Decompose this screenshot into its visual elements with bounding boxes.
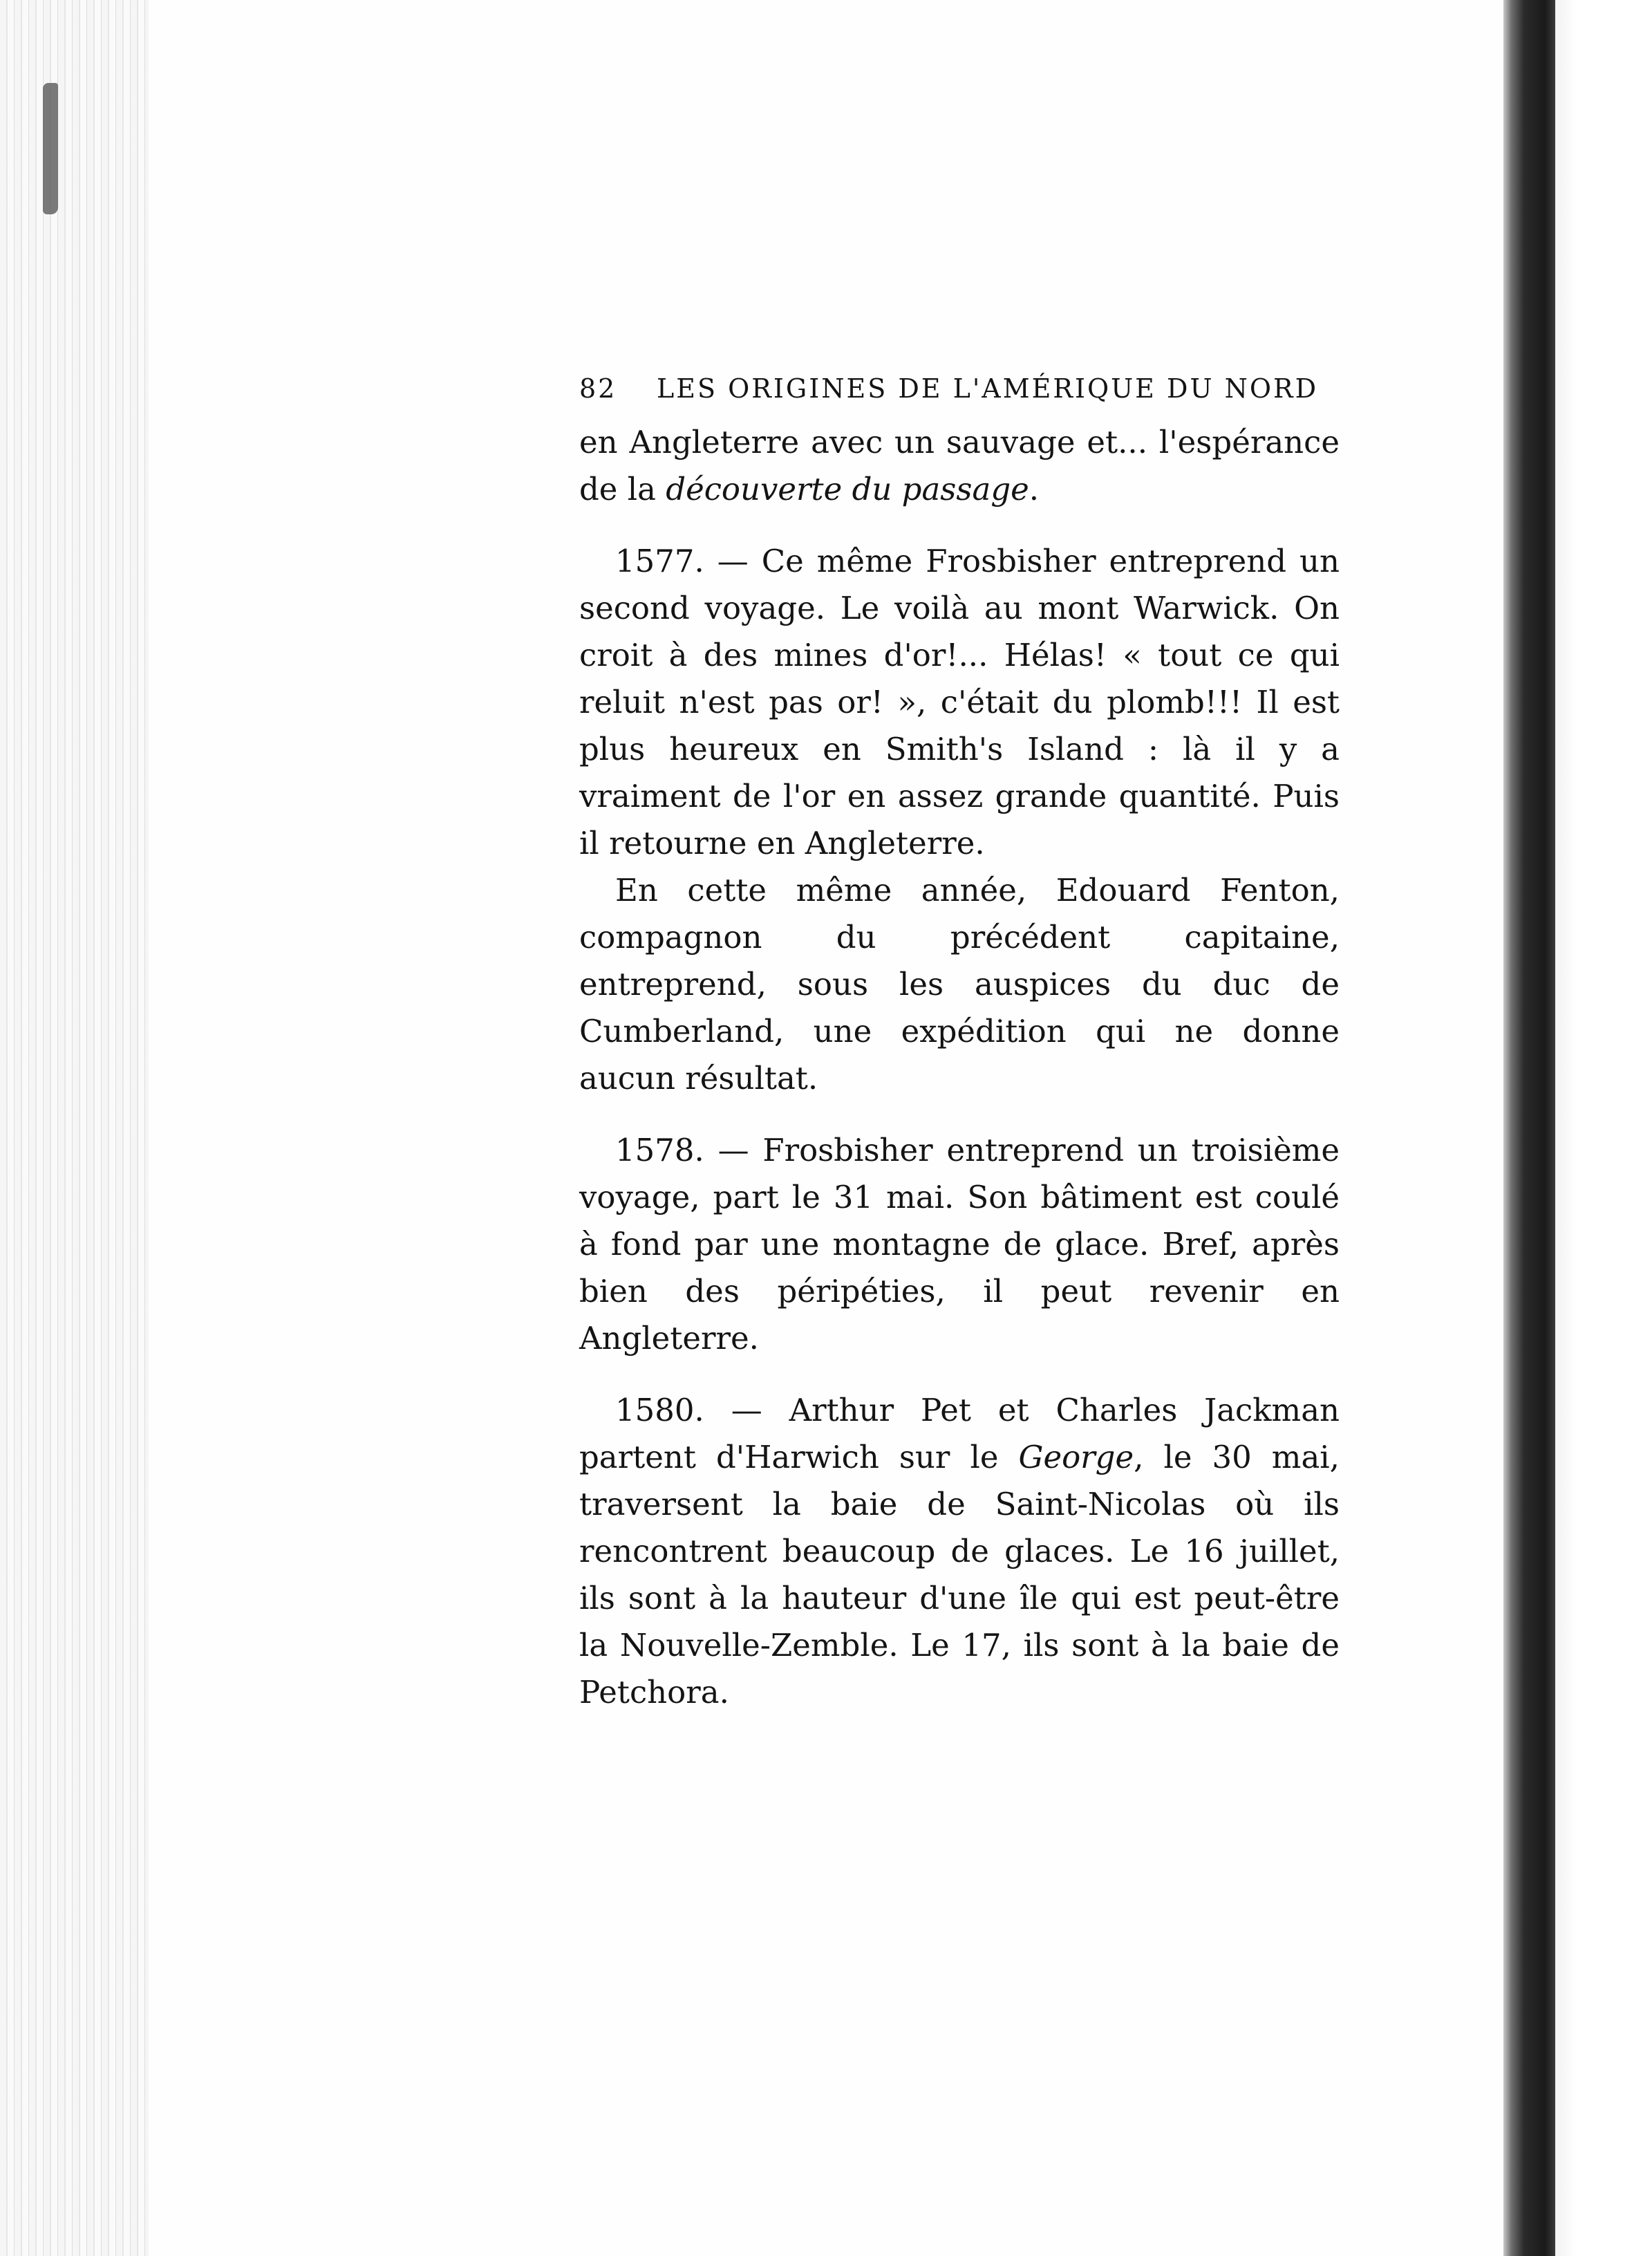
book-spine-shadow (1503, 0, 1555, 2256)
text-block (579, 373, 1340, 1716)
gutter-ink-mark (43, 83, 58, 214)
running-head (579, 373, 1340, 404)
paragraph-1578: 1578. — Frosbisher entreprend un troisième voyage, part le 31 mai. Son bâtiment est coulé à fond par une montagne de glace. Bref, après bien des péripéties, il peut revenir en Angleterre. (579, 1132, 1340, 1357)
italic-phrase: découverte du passage (666, 471, 1029, 507)
running-title: LES ORIGINES DE L'AMÉRIQUE DU NORD (657, 373, 1319, 404)
paragraph-text: , le 30 mai, traversent la baie de Saint-Nicolas où ils rencontrent beaucoup de glaces. Le 16 juillet, ils sont à la hauteur d'une île qui est peut-être la Nouvelle-Zemble. Le 17, ils sont à la baie de Petchora. (579, 1439, 1340, 1710)
paragraph-1577: 1577. — Ce même Frosbisher entreprend un second voyage. Le voilà au mont Warwick. On croit à des mines d'or!... Hélas! « tout ce qui reluit n'est pas or! », c'était du plomb!!! Il est plus heureux en Smith's Island : là il y a vraiment de l'or en assez grande quantité. Puis il retourne en Angleterre. (579, 543, 1340, 861)
paragraph-continuation (579, 419, 1340, 513)
cover-edge (1555, 0, 1652, 2256)
paragraph-text: en Angleterre avec un sauvage et... l'espérance de la (579, 424, 1340, 507)
paragraph-text: . (1029, 471, 1040, 507)
paragraph-text: 1580. — Arthur Pet et Charles Jackman partent d'Harwich sur le (579, 1392, 1340, 1475)
page-number: 82 (579, 373, 617, 404)
paragraph-fenton: En cette même année, Edouard Fenton, compagnon du précédent capitaine, entreprend, sous les auspices du duc de Cumberland, une expédition qui ne donne aucun résultat. (579, 872, 1340, 1097)
italic-ship-name: George (1018, 1439, 1134, 1475)
stacked-page-edges (0, 0, 149, 2256)
paragraph-1580 (579, 1387, 1340, 1716)
